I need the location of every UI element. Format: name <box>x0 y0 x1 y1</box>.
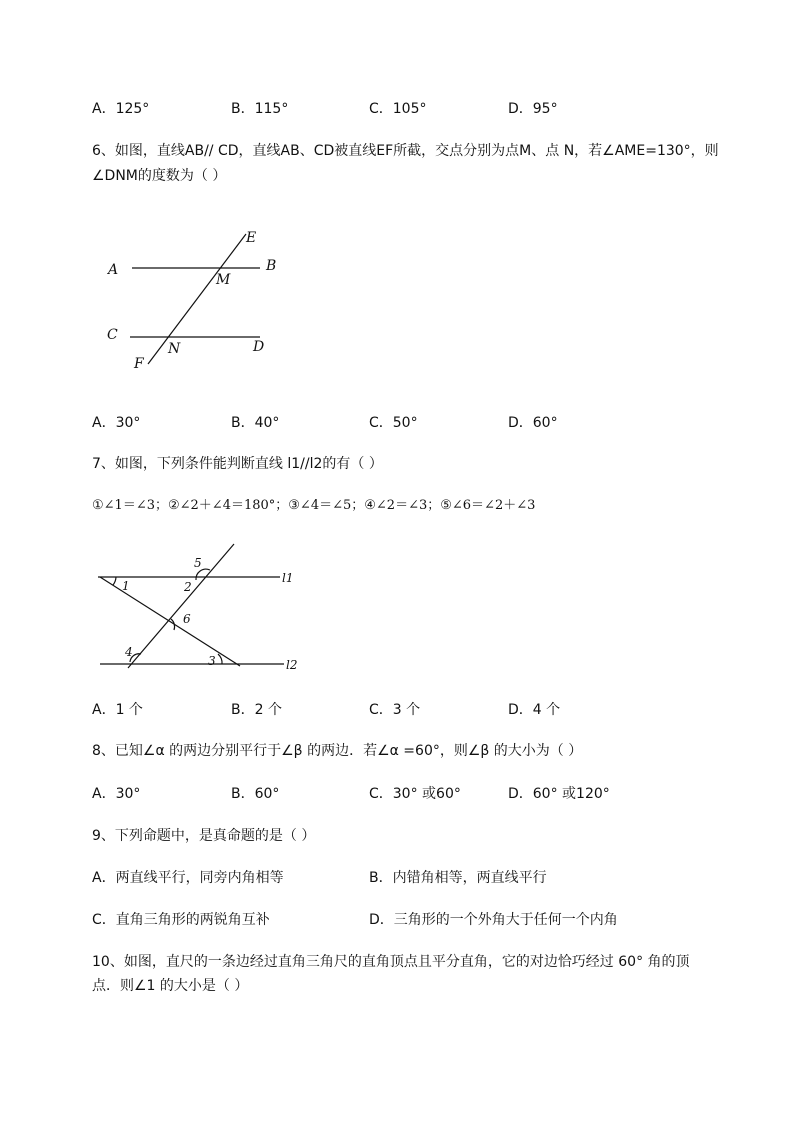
q6-stem-line2: ∠DNM的度数为（ ） <box>92 168 227 184</box>
angle-2-label: 2 <box>184 580 192 594</box>
slanted-line <box>100 577 240 666</box>
q9-option-a: A．两直线平行，同旁内角相等 <box>92 870 284 886</box>
q7-option-d: D．4 个 <box>508 702 561 718</box>
label-e: E <box>246 230 257 246</box>
q5-option-b: B．115° <box>231 101 289 117</box>
q9-option-b: B．内错角相等，两直线平行 <box>369 870 547 886</box>
q8-option-d: D．60° 或120° <box>508 786 610 802</box>
label-l2: l2 <box>286 658 298 672</box>
q8-option-a: A．30° <box>92 786 141 802</box>
q7-stem: 7、如图，下列条件能判断直线 l1//l2的有（ ） <box>92 456 383 472</box>
label-l1: l1 <box>282 571 294 585</box>
q9-option-d: D．三角形的一个外角大于任何一个内角 <box>369 912 618 928</box>
q10-stem-line2: 点．则∠1 的大小是（ ） <box>92 978 249 994</box>
label-m: M <box>216 272 231 288</box>
q7-option-c: C．3 个 <box>369 702 421 718</box>
angle-1-label: 1 <box>122 579 130 593</box>
q5-option-d: D．95° <box>508 101 558 117</box>
q7-option-a: A．1 个 <box>92 702 143 718</box>
q6-stem-line1: 6、如图，直线AB// CD，直线AB、CD被直线EF所截，交点分别为点M、点 N，若∠AME=130°，则 <box>92 143 719 159</box>
q9-option-c: C．直角三角形的两锐角互补 <box>92 912 270 928</box>
q6-option-c: C．50° <box>369 415 418 431</box>
label-c: C <box>107 327 118 343</box>
q8-option-b: B．60° <box>231 786 280 802</box>
angle-5-label: 5 <box>194 556 202 570</box>
angle-3-label: 3 <box>208 654 216 668</box>
label-f: F <box>134 356 144 372</box>
transversal-line <box>128 544 234 668</box>
q9-stem: 9、下列命题中，是真命题的是（ ） <box>92 828 316 844</box>
q5-option-a: A．125° <box>92 101 150 117</box>
q6-parallel-lines-figure <box>100 222 290 372</box>
q6-option-b: B．40° <box>231 415 280 431</box>
q10-stem-line1: 10、如图，直尺的一条边经过直角三角尺的直角顶点且平分直角，它的对边恰巧经过 60° 角的顶 <box>92 954 690 970</box>
q8-stem: 8、已知∠α 的两边分别平行于∠β 的两边．若∠α =60°，则∠β 的大小为（ ） <box>92 743 583 759</box>
line-ef <box>148 234 246 364</box>
label-a: A <box>108 262 119 278</box>
q7-transversal-figure <box>92 540 312 678</box>
q5-option-c: C．105° <box>369 101 427 117</box>
q7-option-b: B．2 个 <box>231 702 282 718</box>
label-n: N <box>168 341 181 357</box>
label-b: B <box>266 258 277 274</box>
angle-6-label: 6 <box>183 612 191 626</box>
q8-option-c: C．30° 或60° <box>369 786 461 802</box>
q7-conditions: ①∠1＝∠3；②∠2＋∠4＝180°；③∠4＝∠5；④∠2＝∠3；⑤∠6＝∠2＋∠3 <box>92 498 536 513</box>
q6-option-d: D．60° <box>508 415 558 431</box>
q6-option-a: A．30° <box>92 415 141 431</box>
angle-4-label: 4 <box>125 645 133 659</box>
label-d: D <box>253 339 265 355</box>
